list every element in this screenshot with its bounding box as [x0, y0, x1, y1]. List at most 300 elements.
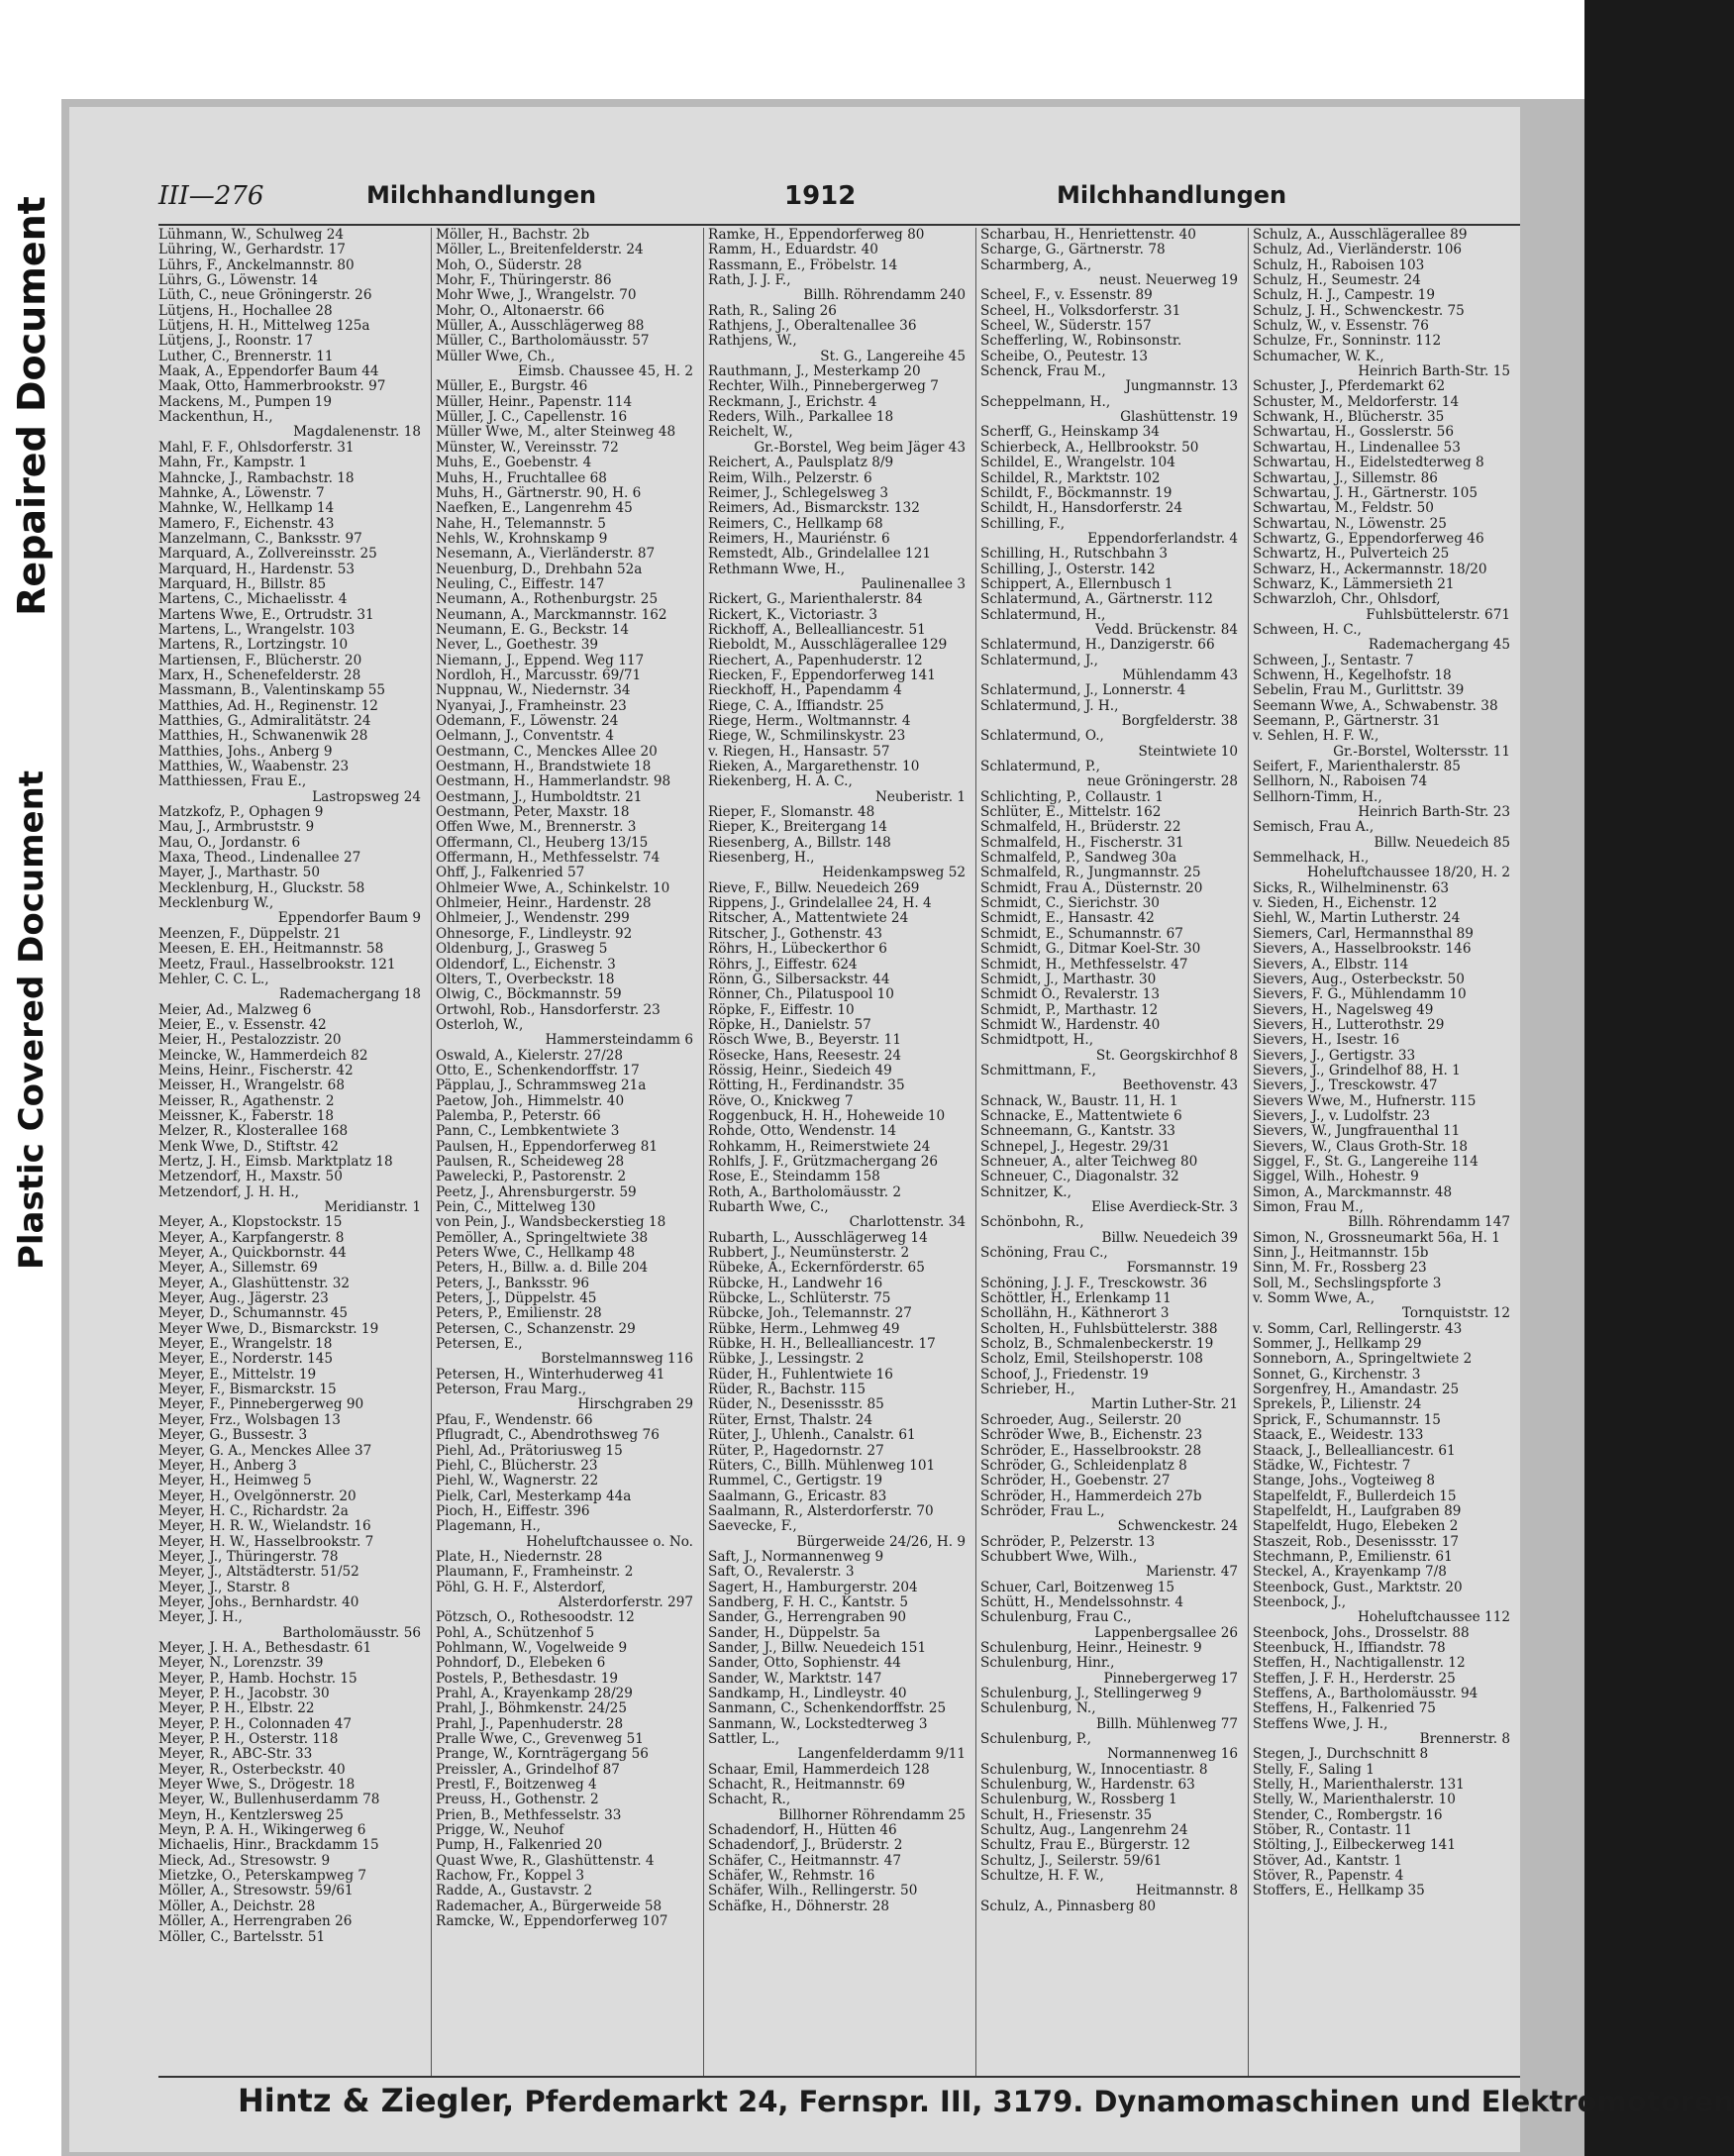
directory-entry: Nesemann, A., Vierländerstr. 87 [436, 546, 656, 563]
directory-entry: Elise Averdieck-Str. 3 [1091, 1199, 1238, 1215]
directory-entry: Sicks, R., Wilhelminenstr. 63 [1253, 879, 1450, 896]
directory-entry: Moh, O., Süderstr. 28 [436, 257, 582, 273]
directory-entry: Reimers, C., Hellkamp 68 [708, 515, 883, 532]
directory-entry: Maak, A., Eppendorfer Baum 44 [158, 363, 379, 380]
directory-entry: Massmann, B., Valentinskamp 55 [158, 682, 385, 699]
directory-entry: Rüder, N., Desenissstr. 85 [708, 1396, 884, 1413]
directory-entry: Sievers, J., Tresckowstr. 47 [1253, 1078, 1438, 1094]
directory-entry: Martens Wwe, E., Ortrudstr. 31 [158, 606, 374, 623]
directory-entry: Mahl, F. F., Ohlsdorferstr. 31 [158, 439, 355, 456]
directory-entry: Schildt, F., Böckmannstr. 19 [980, 484, 1173, 501]
directory-entry: Siggel, Wilh., Hohestr. 9 [1253, 1169, 1419, 1185]
directory-entry: Schumacher, W. K., [1253, 348, 1384, 364]
directory-entry: Neuling, C., Eiffestr. 147 [436, 575, 605, 592]
directory-entry: Metzendorf, H., Maxstr. 50 [158, 1169, 343, 1185]
directory-entry: Rauthmann, J., Mesterkamp 20 [708, 363, 921, 380]
directory-entry: Meyer, A., Klopstockstr. 15 [158, 1214, 343, 1231]
directory-entry: Schadendorf, H., Hütten 46 [708, 1822, 897, 1839]
directory-entry: Ohlmeier, J., Wendenstr. 299 [436, 910, 630, 927]
directory-entry: Meyer, H. C., Richardstr. 2a [158, 1502, 349, 1519]
directory-entry: Nyanyai, J., Framheinstr. 23 [436, 697, 627, 714]
directory-entry: Schlatermund, P., [980, 759, 1100, 775]
directory-entry: Sellhorn, N., Raboisen 74 [1253, 773, 1428, 790]
directory-entry: Sievers, J., Grindelhof 88, H. 1 [1253, 1062, 1461, 1078]
directory-entry: Schulz, H., Raboisen 103 [1253, 257, 1425, 273]
directory-entry: Matthies, H., Schwanenwik 28 [158, 728, 368, 745]
directory-entry: Schultz, J., Seilerstr. 59/61 [980, 1852, 1163, 1869]
directory-entry: Rönn, G., Silbersackstr. 44 [708, 971, 890, 987]
directory-entry: Meyer, J., Thüringerstr. 78 [158, 1548, 339, 1565]
directory-entry: Müller Wwe, Ch., [436, 348, 556, 364]
directory-entry: Riesenberg, A., Billstr. 148 [708, 834, 891, 851]
directory-entry: Mau, O., Jordanstr. 6 [158, 834, 301, 851]
directory-entry: Steenbock, Gust., Marktstr. 20 [1253, 1579, 1463, 1595]
directory-entry: Matthies, G., Admiralitätstr. 24 [158, 713, 371, 729]
directory-entry: Forsmannstr. 19 [1126, 1260, 1238, 1277]
directory-entry: Steffen, H., Nachtigallenstr. 12 [1253, 1655, 1466, 1672]
directory-entry: v. Riegen, H., Hansastr. 57 [708, 743, 890, 760]
directory-entry: Hammersteindamm 6 [545, 1032, 693, 1049]
directory-entry: Schmidt, H., Methfesselstr. 47 [980, 956, 1188, 973]
directory-entry: Vedd. Brückenstr. 84 [1095, 621, 1238, 638]
directory-entry: Schneemann, G., Kantstr. 33 [980, 1123, 1175, 1140]
directory-entry: Schult, H., Friesenstr. 35 [980, 1806, 1153, 1823]
directory-entry: Schulenburg, W., Hardenstr. 63 [980, 1777, 1195, 1794]
directory-entry: Odemann, F., Löwenstr. 24 [436, 713, 619, 729]
directory-entry: Rösch Wwe, B., Beyerstr. 11 [708, 1032, 901, 1049]
directory-entry: Schulenburg, N., [980, 1700, 1096, 1717]
directory-entry: Meyer, J. H., [158, 1609, 243, 1626]
directory-entry: Martin Luther-Str. 21 [1090, 1396, 1238, 1413]
directory-entry: Schollähn, H., Käthnerort 3 [980, 1305, 1170, 1322]
directory-entry: Rübcke, L., Schlüterstr. 75 [708, 1290, 891, 1307]
directory-entry: Semmelhack, H., [1253, 850, 1370, 867]
directory-entry: Rösecke, Hans, Reesestr. 24 [708, 1047, 902, 1064]
directory-entry: Mau, J., Armbruststr. 9 [158, 819, 315, 836]
directory-entry: Oswald, A., Kielerstr. 27/28 [436, 1047, 624, 1064]
directory-entry: Ritscher, J., Gothenstr. 43 [708, 925, 882, 942]
directory-entry: Sander, H., Düppelstr. 5a [708, 1624, 880, 1641]
directory-entry: Rübke, Herm., Lehmweg 49 [708, 1320, 900, 1337]
directory-entry: Meyer, Aug., Jägerstr. 23 [158, 1290, 329, 1307]
directory-entry: Schacht, R., [708, 1792, 791, 1808]
directory-entry: Billh. Röhrendamm 240 [803, 287, 966, 304]
directory-entry: Schwartz, H., Pulverteich 25 [1253, 546, 1450, 563]
directory-entry: Mackenthun, H., [158, 409, 273, 426]
directory-entry: Hoheluftchaussee 18/20, H. 2 [1307, 865, 1510, 881]
directory-entry: Prahl, A., Krayenkamp 28/29 [436, 1686, 633, 1701]
directory-entry: Seifert, F., Marienthalerstr. 85 [1253, 759, 1461, 775]
directory-entry: Mertz, J. H., Eimsb. Marktplatz 18 [158, 1153, 393, 1170]
directory-entry: Städke, W., Fichtestr. 7 [1253, 1457, 1411, 1474]
directory-entry: Schöning, Frau C., [980, 1245, 1108, 1262]
directory-entry: Meyer, E., Mittelstr. 19 [158, 1366, 317, 1383]
directory-entry: Peters, J., Banksstr. 96 [436, 1275, 590, 1291]
directory-entry: Petersen, C., Schanzenstr. 29 [436, 1320, 636, 1337]
directory-entry: Rieboldt, M., Ausschlägerallee 129 [708, 637, 948, 654]
directory-entry: Oestmann, J., Humboldtstr. 21 [436, 788, 643, 805]
directory-entry: Stöver, Ad., Kantstr. 1 [1253, 1852, 1403, 1869]
directory-entry: Schwarz, K., Lämmersieth 21 [1253, 575, 1455, 592]
directory-entry: Martens, R., Lortzingstr. 10 [158, 637, 349, 654]
directory-entry: Schäfer, Wilh., Rellingerstr. 50 [708, 1883, 918, 1899]
directory-entry: Meyer, Frz., Wolsbagen 13 [158, 1411, 341, 1428]
directory-entry: Langenfelderdamm 9/11 [797, 1746, 966, 1763]
directory-entry: Rohkamm, H., Reimerstwiete 24 [708, 1138, 931, 1155]
directory-entry: Schmidt, J., Marthastr. 30 [980, 971, 1157, 987]
directory-entry: Stender, C., Rombergstr. 16 [1253, 1806, 1443, 1823]
directory-entry: Röhrs, J., Eiffestr. 624 [708, 956, 858, 973]
directory-entry: Lastropsweg 24 [312, 788, 421, 805]
directory-entry: Schmidtpott, H., [980, 1032, 1094, 1049]
directory-entry: Menk Wwe, D., Stiftstr. 42 [158, 1138, 339, 1155]
directory-entry: Simon, Frau M., [1253, 1199, 1364, 1215]
directory-entry: Meyer, A., Quickbornstr. 44 [158, 1245, 347, 1262]
directory-entry: Billw. Neuedeich 85 [1374, 834, 1510, 851]
directory-entry: Schulenburg, W., Innocentiastr. 8 [980, 1761, 1208, 1778]
directory-entry: Schultze, H. F. W., [980, 1868, 1104, 1885]
directory-entry: Rickhoff, A., Bellealliancestr. 51 [708, 621, 926, 638]
directory-entry: Semisch, Frau A., [1253, 819, 1375, 836]
directory-entry: Sievers, F. G., Mühlendamm 10 [1253, 986, 1467, 1003]
directory-entry: Pein, C., Mittelweg 130 [436, 1199, 596, 1215]
directory-entry: Offermann, Cl., Heuberg 13/15 [436, 834, 649, 851]
directory-entry: Schröder, E., Hasselbrookstr. 28 [980, 1442, 1202, 1459]
directory-entry: Schilling, H., Rutschbahn 3 [980, 546, 1169, 563]
directory-entry: Nehls, W., Krohnskamp 9 [436, 530, 608, 547]
directory-entry: Schneuer, C., Diagonalstr. 32 [980, 1169, 1179, 1185]
directory-entry: Schöning, J. J. F., Tresckowstr. 36 [980, 1275, 1208, 1291]
directory-entry: Sievers, W., Claus Groth-Str. 18 [1253, 1138, 1469, 1155]
directory-entry: Offermann, H., Methfesselstr. 74 [436, 850, 661, 867]
directory-entry: Meyer, H., Heimweg 5 [158, 1473, 312, 1489]
directory-entry: Stelly, W., Marienthalerstr. 10 [1253, 1792, 1456, 1808]
directory-entry: Rüder, H., Fuhlentwiete 16 [708, 1366, 893, 1383]
directory-entry: Rieper, K., Breitergang 14 [708, 819, 887, 836]
directory-entry: Sommer, J., Hellkamp 29 [1253, 1336, 1422, 1353]
directory-entry: Paulinenallee 3 [861, 575, 966, 592]
directory-entry: Mahnke, A., Löwenstr. 7 [158, 484, 325, 501]
directory-entry: Rachow, Fr., Koppel 3 [436, 1868, 585, 1885]
directory-entry: Schenck, Frau M., [980, 363, 1106, 380]
directory-entry: Steenbock, Johs., Drosselstr. 88 [1253, 1624, 1470, 1641]
directory-entry: Beethovenstr. 43 [1122, 1078, 1238, 1094]
directory-entry: Meyer, Johs., Bernhardstr. 40 [158, 1593, 359, 1610]
directory-entry: Schröder, G., Schleidenplatz 8 [980, 1457, 1187, 1474]
directory-entry: Sattler, L., [708, 1731, 780, 1748]
directory-entry: Quast Wwe, R., Glashüttenstr. 4 [436, 1852, 655, 1869]
directory-entry: Stechmann, P., Emilienstr. 61 [1253, 1548, 1453, 1565]
directory-entry: Meyer, F., Pinnebergerweg 90 [158, 1396, 364, 1413]
directory-entry: Michaelis, Hinr., Brackdamm 15 [158, 1837, 379, 1854]
directory-entry: Sievers, J., Gertigstr. 33 [1253, 1047, 1416, 1064]
directory-entry: Sorgenfrey, H., Amandastr. 25 [1253, 1382, 1460, 1398]
directory-entry: Rübcke, H., Landwehr 16 [708, 1275, 883, 1291]
directory-entry: Borstelmannsweg 116 [541, 1351, 693, 1368]
directory-entry: Otto, E., Schenkendorffstr. 17 [436, 1062, 640, 1078]
directory-entry: Meyer, J., Starstr. 8 [158, 1579, 290, 1595]
directory-entry: Simon, A., Marckmannstr. 48 [1253, 1183, 1453, 1200]
directory-entry: Reimer, J., Schlegelsweg 3 [708, 484, 889, 501]
directory-entry: Rippens, J., Grindelallee 24, H. 4 [708, 895, 932, 912]
directory-entry: Rieper, F., Slomanstr. 48 [708, 804, 875, 821]
directory-entry: Rubbert, J., Neumünsterstr. 2 [708, 1245, 910, 1262]
directory-entry: Lührs, G., Löwenstr. 14 [158, 272, 319, 289]
directory-page [69, 107, 1734, 2152]
directory-entry: Schulz, Ad., Vierländerstr. 106 [1253, 242, 1463, 258]
directory-entry: Schulz, W., v. Essenstr. 76 [1253, 318, 1429, 335]
directory-entry: Muhs, E., Goebenstr. 4 [436, 455, 592, 471]
directory-entry: Rübeke, A., Eckernförderstr. 65 [708, 1260, 925, 1277]
directory-entry: Schulz, J. H., Schwenckestr. 75 [1253, 302, 1465, 319]
directory-entry: Münster, W., Vereinsstr. 72 [436, 439, 619, 456]
directory-entry: Reimers, Ad., Bismarckstr. 132 [708, 500, 920, 517]
directory-entry: Pemöller, A., Springeltwiete 38 [436, 1229, 649, 1246]
directory-entry: Scharmberg, A., [980, 257, 1092, 273]
directory-entry: Sellhorn-Timm, H., [1253, 788, 1382, 805]
directory-entry: Schwank, H., Blücherstr. 35 [1253, 409, 1445, 426]
directory-entry: Schmidt O., Revalerstr. 13 [980, 986, 1161, 1003]
directory-entry: Schlatermund, H., [980, 606, 1106, 623]
directory-entry: Sanmann, C., Schenkendorffstr. 25 [708, 1700, 947, 1717]
directory-entry: Schöttler, H., Erlenkamp 11 [980, 1290, 1172, 1307]
directory-entry: Meisser, R., Agathenstr. 2 [158, 1092, 335, 1109]
directory-entry: Neuberistr. 1 [874, 788, 966, 805]
directory-entry: Neumann, A., Rothenburgstr. 25 [436, 591, 659, 608]
directory-entry: Staszeit, Rob., Desenissstr. 17 [1253, 1533, 1460, 1550]
directory-entry: Mackens, M., Pumpen 19 [158, 393, 333, 410]
directory-entry: Oldenburg, J., Grasweg 5 [436, 941, 608, 958]
directory-entry: Steffens, H., Falkenried 75 [1253, 1700, 1436, 1717]
directory-entry: Pohl, A., Schützenhof 5 [436, 1624, 595, 1641]
directory-entry: Heinrich Barth-Str. 23 [1358, 804, 1510, 821]
directory-entry: Peters, P., Emilienstr. 28 [436, 1305, 602, 1322]
directory-entry: Meyn, P. A. H., Wikingerweg 6 [158, 1822, 366, 1839]
directory-entry: Sievers, H., Isestr. 16 [1253, 1032, 1400, 1049]
directory-entry: Petersen, H., Winterhuderweg 41 [436, 1366, 665, 1383]
directory-entry: Scheel, F., v. Essenstr. 89 [980, 287, 1153, 304]
directory-entry: Meyer, P. H., Osterstr. 118 [158, 1731, 339, 1748]
directory-entry: Schulenburg, P., [980, 1731, 1091, 1748]
directory-entry: Niemann, J., Eppend. Weg 117 [436, 652, 645, 668]
directory-entry: Röpke, H., Danielstr. 57 [708, 1016, 871, 1033]
directory-entry: Meier, Ad., Malzweg 6 [158, 1001, 312, 1018]
directory-entry: v. Sehlen, H. F. W., [1253, 728, 1379, 745]
directory-entry: Steintwiete 10 [1138, 743, 1238, 760]
directory-entry: Meins, Heinr., Fischerstr. 42 [158, 1062, 354, 1078]
directory-entry: Scharbau, H., Henriettenstr. 40 [980, 227, 1196, 243]
directory-entry: Schlatermund, J. H., [980, 697, 1119, 714]
directory-entry: Schröder Wwe, B., Eichenstr. 23 [980, 1427, 1202, 1444]
directory-entry: Schefferling, W., Robinsonstr. [980, 333, 1182, 350]
directory-entry: Preuss, H., Gothenstr. 2 [436, 1792, 599, 1808]
directory-entry: Ohlmeier, Heinr., Hardenstr. 28 [436, 895, 652, 912]
directory-entry: Schwarzloh, Chr., Ohlsdorf, [1253, 591, 1441, 608]
directory-entry: Sanmann, W., Lockstedterweg 3 [708, 1715, 928, 1732]
directory-entry: Schnacke, E., Mattentwiete 6 [980, 1107, 1182, 1124]
directory-entry: Meier, H., Pestalozzistr. 20 [158, 1032, 342, 1049]
directory-entry: Sonnet, G., Kirchenstr. 3 [1253, 1366, 1421, 1383]
directory-entry: Schilling, F., [980, 515, 1066, 532]
directory-entry: Schulenburg, Heinr., Heinestr. 9 [980, 1639, 1202, 1656]
directory-entry: Schulenburg, W., Rossberg 1 [980, 1792, 1177, 1808]
directory-entry: Schnepel, J., Hegestr. 29/31 [980, 1138, 1171, 1155]
directory-entry: Schütt, H., Mendelssohnstr. 4 [980, 1593, 1184, 1610]
directory-entry: Hirschgraben 29 [577, 1396, 693, 1413]
directory-entry: Meyer, A., Glashüttenstr. 32 [158, 1275, 351, 1291]
directory-entry: Simon, N., Grossneumarkt 56a, H. 1 [1253, 1229, 1500, 1246]
repaired-document-label: Repaired Document [10, 196, 54, 616]
directory-entry: Rüters, C., Billh. Mühlenweg 101 [708, 1457, 936, 1474]
directory-entry: Rüter, Ernst, Thalstr. 24 [708, 1411, 873, 1428]
directory-entry: Meincke, W., Hammerdeich 82 [158, 1047, 368, 1064]
directory-entry: Seemann, P., Gärtnerstr. 31 [1253, 713, 1441, 729]
directory-entry: Meyer, A., Karpfangerstr. 8 [158, 1229, 345, 1246]
directory-entry: Schwartau, H., Lindenallee 53 [1253, 439, 1461, 456]
directory-entry: Heinrich Barth-Str. 15 [1358, 363, 1510, 380]
directory-entry: Prien, B., Methfesselstr. 33 [436, 1806, 622, 1823]
directory-entry: Schulz, H., Seumestr. 24 [1253, 272, 1421, 289]
directory-entry: Müller, C., Bartholomäusstr. 57 [436, 333, 650, 350]
directory-entry: Schwartau, H., Eidelstedterweg 8 [1253, 455, 1484, 471]
directory-entry: Hoheluftchaussee 112 [1358, 1609, 1510, 1626]
directory-entry: Stölting, J., Eilbeckerweg 141 [1253, 1837, 1456, 1854]
directory-entry: Brennerstr. 8 [1419, 1731, 1510, 1748]
directory-entry: Meyer, E., Wrangelstr. 18 [158, 1336, 333, 1353]
directory-entry: Marquard, H., Billstr. 85 [158, 575, 327, 592]
directory-entry: Marx, H., Schenefelderstr. 28 [158, 667, 361, 683]
directory-entry: Schwenckestr. 24 [1117, 1518, 1238, 1535]
directory-entry: Schuster, J., Pferdemarkt 62 [1253, 378, 1446, 395]
directory-entry: Sinn, J., Heitmannstr. 15b [1253, 1245, 1429, 1262]
directory-entry: Sievers, H., Lutterothstr. 29 [1253, 1016, 1445, 1033]
directory-entry: Schneuer, A., alter Teichweg 80 [980, 1153, 1198, 1170]
directory-entry: Nordloh, H., Marcusstr. 69/71 [436, 667, 642, 683]
directory-entry: Saevecke, F., [708, 1518, 797, 1535]
directory-entry: v. Somm Wwe, A., [1253, 1290, 1376, 1307]
directory-entry: Schrieber, H., [980, 1382, 1075, 1398]
directory-entry: Saft, J., Normannenweg 9 [708, 1548, 884, 1565]
directory-entry: Mieck, Ad., Stresowstr. 9 [158, 1852, 331, 1869]
directory-entry: Rieckhoff, H., Papendamm 4 [708, 682, 902, 699]
directory-entry: Rickert, K., Victoriastr. 3 [708, 606, 878, 623]
directory-entry: Billh. Röhrendamm 147 [1348, 1214, 1510, 1231]
directory-entry: Riekenberg, H. A. C., [708, 773, 853, 790]
directory-entry: neue Gröningerstr. 28 [1087, 773, 1238, 790]
directory-entry: neust. Neuerweg 19 [1099, 272, 1238, 289]
directory-entry: Rüder, R., Bachstr. 115 [708, 1382, 867, 1398]
directory-entry: Meyer, P. H., Colonnaden 47 [158, 1715, 353, 1732]
directory-entry: Meyer, H., Ovelgönnerstr. 20 [158, 1488, 357, 1504]
top-border [0, 0, 1584, 99]
directory-entry: Rummel, C., Gertigstr. 19 [708, 1473, 882, 1489]
directory-entry: Stoffers, E., Hellkamp 35 [1253, 1883, 1425, 1899]
directory-entry: Rohde, Otto, Wendenstr. 14 [708, 1123, 897, 1140]
directory-entry: Peters, J., Düppelstr. 45 [436, 1290, 597, 1307]
directory-entry: Röhrs, H., Lübeckerthor 6 [708, 941, 887, 958]
directory-entry: Paetow, Joh., Himmelstr. 40 [436, 1092, 625, 1109]
directory-columns [158, 228, 1520, 2076]
directory-entry: Lütjens, J., Roonstr. 17 [158, 333, 313, 350]
directory-entry: Riege, C. A., Iffiandstr. 25 [708, 697, 884, 714]
directory-entry: Ortwohl, Rob., Hansdorferstr. 23 [436, 1001, 661, 1018]
directory-entry: Rathjens, W., [708, 333, 797, 350]
directory-entry: Schäfer, W., Rehmstr. 16 [708, 1868, 875, 1885]
directory-entry: Scharge, G., Gärtnerstr. 78 [980, 242, 1166, 258]
directory-entry: Meyer, H., Anberg 3 [158, 1457, 297, 1474]
directory-entry: Peters, H., Billw. a. d. Bille 204 [436, 1260, 649, 1277]
directory-entry: Schildel, R., Marktstr. 102 [980, 469, 1161, 486]
directory-entry: Naefken, E., Langenrehm 45 [436, 500, 633, 517]
directory-entry: St. G., Langereihe 45 [820, 348, 966, 364]
directory-entry: Matzkofz, P., Ophagen 9 [158, 804, 324, 821]
directory-entry: Stapelfeldt, H., Laufgraben 89 [1253, 1502, 1462, 1519]
directory-entry: Scholz, B., Schmalenbeckerstr. 19 [980, 1336, 1214, 1353]
directory-entry: Mohr Wwe, J., Wrangelstr. 70 [436, 287, 637, 304]
directory-entry: Schmidt W., Hardenstr. 40 [980, 1016, 1161, 1033]
directory-entry: Meyer, P. H., Jacobstr. 30 [158, 1686, 330, 1701]
directory-entry: Lühmann, W., Schulweg 24 [158, 227, 345, 243]
directory-entry: Riechert, A., Papenhuderstr. 12 [708, 652, 923, 668]
directory-entry: Mahncke, J., Rambachstr. 18 [158, 469, 355, 486]
directory-entry: Stegen, J., Durchschnitt 8 [1253, 1746, 1429, 1763]
directory-entry: Stange, Johs., Vogteiweg 8 [1253, 1473, 1436, 1489]
directory-entry: Schildt, H., Hansdorferstr. 24 [980, 500, 1183, 517]
directory-entry: Meyer, W., Bullenhuserdamm 78 [158, 1792, 380, 1808]
directory-entry: Staack, E., Weidestr. 133 [1253, 1427, 1424, 1444]
directory-entry: Rübke, H. H., Bellealliancestr. 17 [708, 1336, 936, 1353]
directory-entry: Rössig, Heinr., Siedeich 49 [708, 1062, 892, 1078]
directory-entry: Saalmann, R., Alsterdorferstr. 70 [708, 1502, 934, 1519]
directory-entry: Schwenn, H., Kegelhofstr. 18 [1253, 667, 1452, 683]
directory-entry: Schulenburg, J., Stellingerweg 9 [980, 1686, 1202, 1701]
directory-entry: Pötzsch, O., Rothesoodstr. 12 [436, 1609, 635, 1626]
directory-entry: Meyer, N., Lorenzstr. 39 [158, 1655, 324, 1672]
directory-entry: Pflugradt, C., Abendrothsweg 76 [436, 1427, 660, 1444]
directory-entry: Marienstr. 47 [1145, 1564, 1238, 1581]
directory-entry: Pielk, Carl, Mesterkamp 44a [436, 1488, 632, 1504]
left-margin-strip [0, 0, 61, 2156]
directory-entry: Ohff, J., Falkenried 57 [436, 865, 585, 881]
directory-entry: Lütjens, H. H., Mittelweg 125a [158, 318, 370, 335]
directory-entry: Scheel, H., Volksdorferstr. 31 [980, 302, 1181, 319]
directory-entry: Müller Wwe, M., alter Steinweg 48 [436, 424, 676, 441]
directory-entry: von Pein, J., Wandsbeckerstieg 18 [436, 1214, 666, 1231]
directory-entry: Scheel, W., Süderstr. 157 [980, 318, 1152, 335]
directory-entry: Olwig, C., Böckmannstr. 59 [436, 986, 622, 1003]
directory-entry: Oldendorf, L., Eichenstr. 3 [436, 956, 616, 973]
left-section-title: Milchhandlungen [366, 181, 597, 209]
directory-entry: Schulz, H. J., Campestr. 19 [1253, 287, 1435, 304]
directory-entry: Sander, G., Herrengraben 90 [708, 1609, 907, 1626]
directory-entry: Schuster, M., Meldorferstr. 14 [1253, 393, 1460, 410]
directory-entry: Sievers, A., Elbstr. 114 [1253, 956, 1409, 973]
directory-entry: Schäfke, H., Döhnerstr. 28 [708, 1898, 890, 1914]
directory-entry: Mohr, F., Thüringerstr. 86 [436, 272, 612, 289]
directory-entry: Pohndorf, D., Elebeken 6 [436, 1655, 606, 1672]
directory-entry: Sievers, Aug., Osterbeckstr. 50 [1253, 971, 1465, 987]
page-header [69, 181, 1520, 221]
directory-entry: Möller, H., Bachstr. 2b [436, 227, 590, 243]
directory-entry: Piehl, Ad., Prätoriusweg 15 [436, 1442, 623, 1459]
directory-entry: Reders, Wilh., Parkallee 18 [708, 409, 894, 426]
directory-entry: Siggel, F., St. G., Langereihe 114 [1253, 1153, 1479, 1170]
directory-entry: Sandberg, F. H. C., Kantstr. 5 [708, 1593, 909, 1610]
directory-entry: Schmidt, Frau A., Düsternstr. 20 [980, 879, 1203, 896]
directory-entry: Nahe, H., Telemannstr. 5 [436, 515, 606, 532]
directory-entry: Saft, O., Revalerstr. 3 [708, 1564, 855, 1581]
directory-entry: Meyer, P., Hamb. Hochstr. 15 [158, 1670, 357, 1687]
